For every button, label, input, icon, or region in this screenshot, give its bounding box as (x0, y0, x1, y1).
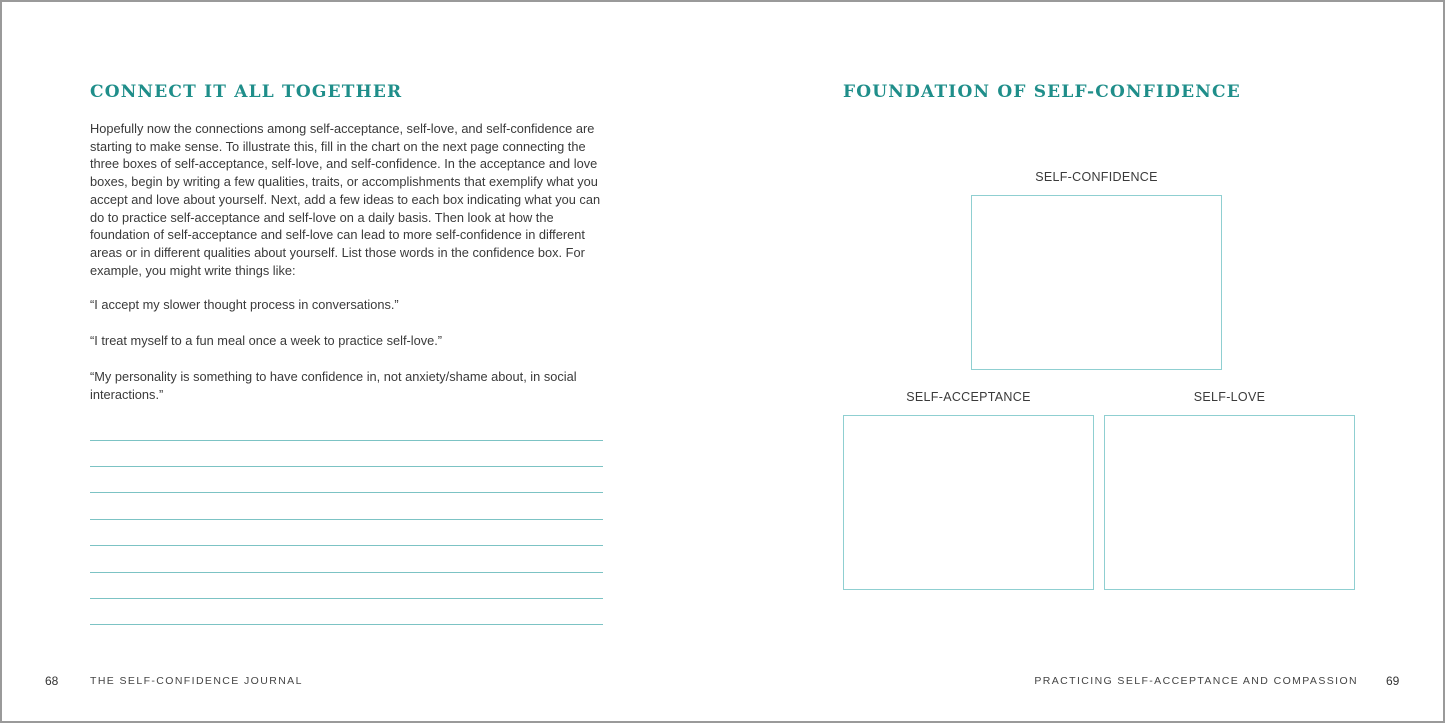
self-confidence-box[interactable] (971, 195, 1222, 370)
example-quote-1: “I accept my slower thought process in conversations.” (90, 297, 399, 312)
self-love-box[interactable] (1104, 415, 1355, 590)
writing-line[interactable] (90, 440, 603, 441)
writing-line[interactable] (90, 624, 603, 625)
left-page-number: 68 (45, 674, 59, 688)
writing-line[interactable] (90, 492, 603, 493)
self-confidence-label: SELF-CONFIDENCE (1035, 170, 1158, 184)
left-running-footer: THE SELF-CONFIDENCE JOURNAL (90, 675, 303, 687)
writing-line[interactable] (90, 572, 603, 573)
self-acceptance-box[interactable] (843, 415, 1094, 590)
self-acceptance-label: SELF-ACCEPTANCE (906, 390, 1031, 404)
right-running-footer: PRACTICING SELF-ACCEPTANCE AND COMPASSION (1034, 675, 1358, 687)
instructions-paragraph: Hopefully now the connections among self-acceptance, self-love, and self-confidence are starting to make sense. To illustrate this, fill in the chart on the next page connecting the three boxes of self-acceptance, self-love, and self-confidence. In the acceptance and love boxes, begin by writing a few qualities, traits, or accomplishments that exemplify what you accept and love about yourself. Next, add a few ideas to each box indicating what you can do to practice self-acceptance and self-love on a daily basis. Then look at how the foundation of self-acceptance and self-love can lead to more self-confidence in different areas or in different qualities about yourself. List those words in the confidence box. For example, you might write things like: (90, 121, 601, 278)
self-love-label: SELF-LOVE (1193, 390, 1266, 404)
example-quote-3: “My personality is something to have confidence in, not anxiety/shame about, in social interactions.” (90, 369, 577, 402)
left-page-heading: CONNECT IT ALL TOGETHER (90, 82, 403, 102)
right-page-number: 69 (1386, 674, 1400, 688)
writing-line[interactable] (90, 598, 603, 599)
writing-line[interactable] (90, 519, 603, 520)
right-page-heading: FOUNDATION OF SELF-CONFIDENCE (843, 82, 1241, 102)
writing-line[interactable] (90, 545, 603, 546)
writing-line[interactable] (90, 466, 603, 467)
example-quote-2: “I treat myself to a fun meal once a week to practice self-love.” (90, 333, 443, 348)
